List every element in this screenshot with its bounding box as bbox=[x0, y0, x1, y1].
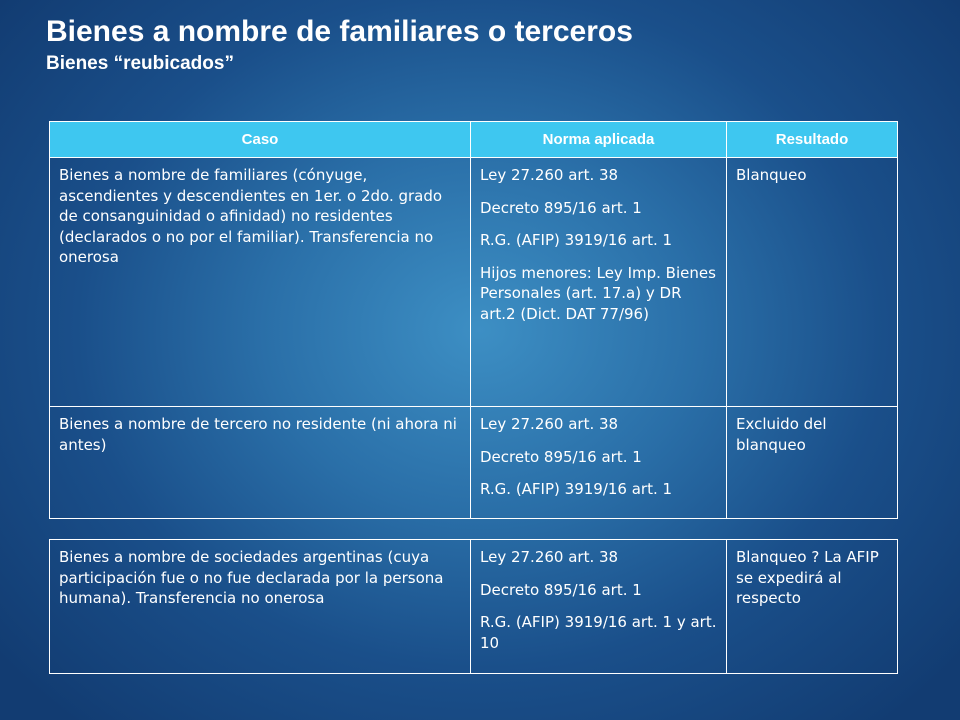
table-row bbox=[50, 540, 898, 674]
norma-line: Decreto 895/16 art. 1 bbox=[480, 198, 642, 217]
cell-caso: Bienes a nombre de familiares (cónyuge, ascendientes y descendientes en 1er. o 2do. grado de consanguinidad o afinidad) no residentes (declarados o no por el familiar). Transferencia no onerosa bbox=[50, 158, 471, 407]
slide-subtitle: Bienes “reubicados” bbox=[46, 53, 234, 74]
table-header-row bbox=[50, 122, 898, 158]
cell-norma bbox=[471, 158, 727, 407]
cell-resultado: Excluido del blanqueo bbox=[727, 407, 898, 519]
cases-table bbox=[49, 121, 898, 519]
header-norma-aplicada: Norma aplicada bbox=[471, 122, 727, 158]
norma-line: R.G. (AFIP) 3919/16 art. 1 y art. 10 bbox=[480, 613, 717, 652]
norma-line: Ley 27.260 art. 38 bbox=[480, 415, 619, 433]
cases-table-continued bbox=[49, 539, 898, 674]
cell-caso: Bienes a nombre de tercero no residente (ni ahora ni antes) bbox=[50, 407, 471, 519]
norma-line: Decreto 895/16 art. 1 bbox=[480, 447, 642, 466]
slide-title: Bienes a nombre de familiares o terceros bbox=[46, 15, 633, 48]
header-caso: Caso bbox=[50, 122, 471, 158]
cell-norma bbox=[471, 540, 727, 674]
table-row bbox=[50, 158, 898, 407]
norma-line: Ley 27.260 art. 38 bbox=[480, 548, 619, 566]
cell-resultado: Blanqueo ? La AFIP se expedirá al respecto bbox=[727, 540, 898, 674]
cell-resultado: Blanqueo bbox=[727, 158, 898, 407]
cell-caso: Bienes a nombre de sociedades argentinas (cuya participación fue o no fue declarada por la persona humana). Transferencia no onerosa bbox=[50, 540, 471, 674]
norma-line: Decreto 895/16 art. 1 bbox=[480, 580, 642, 599]
cell-norma bbox=[471, 407, 727, 519]
header-resultado: Resultado bbox=[727, 122, 898, 158]
norma-line: R.G. (AFIP) 3919/16 art. 1 bbox=[480, 480, 673, 498]
norma-line: Ley 27.260 art. 38 bbox=[480, 166, 619, 184]
norma-line: Hijos menores: Ley Imp. Bienes Personales (art. 17.a) y DR art.2 (Dict. DAT 77/96) bbox=[480, 263, 716, 323]
table-row bbox=[50, 407, 898, 519]
norma-line: R.G. (AFIP) 3919/16 art. 1 bbox=[480, 231, 673, 249]
